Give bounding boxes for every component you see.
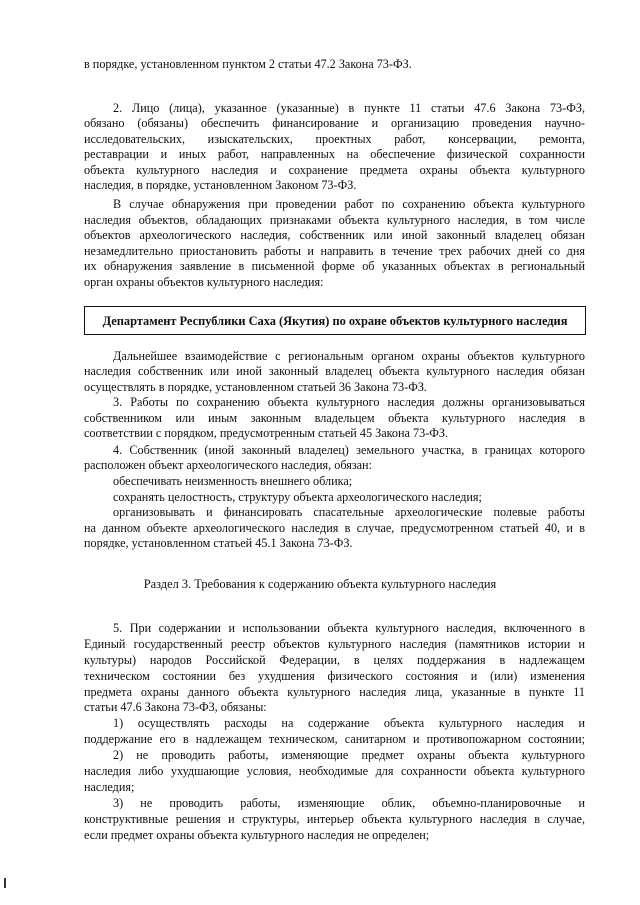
text-line: осуществлять в порядке, установленном статьей 36 Закона 73-ФЗ. [84, 380, 427, 394]
text-line: сохранять целостность, структуру объекта археологического наследия; [113, 490, 482, 504]
text-line: расположен объект археологического наследия, обязан: [84, 458, 372, 472]
text-line: 3. Работы по сохранению объекта культурного наследия должны организовываться [113, 395, 585, 409]
scan-edge-mark [4, 878, 6, 888]
department-box [84, 306, 586, 335]
text-line: наследия объектов, обладающих признаками объекта культурного наследия, в том числе [84, 213, 585, 227]
text-line: наследия собственник или иной законный владелец объекта культурного наследия обязан [84, 364, 585, 378]
text-line: объекта культурного наследия и сохранение предмета охраны объекта культурного [84, 163, 585, 177]
text-line: орган охраны объектов культурного наследия: [84, 275, 324, 289]
text-line: Единый государственный реестр объектов культурного наследия (памятников истории и [84, 637, 585, 651]
text-line: незамедлительно приостановить работы и направить в течение трех рабочих дней со дня [84, 244, 585, 258]
text-line: 2. Лицо (лица), указанное (указанные) в пункте 11 статьи 47.6 Закона 73-ФЗ, [113, 101, 585, 115]
list-item: 2) не проводить работы, изменяющие предмет охраны объекта культурного [113, 748, 585, 762]
text-line: соответствии с порядком, предусмотренным статьей 45 Закона 73-ФЗ. [84, 426, 449, 440]
text-line: порядке, установленном статьей 45.1 Закона 73-ФЗ. [84, 536, 353, 550]
text-line: собственником или иным законным владельцем объекта культурного наследия в [84, 411, 585, 425]
list-item: 3) не проводить работы, изменяющие облик, объемно-планировочные и [113, 796, 585, 810]
text-line: статьи 47.6 Закона 73-ФЗ, обязаны: [84, 700, 267, 714]
text-line: В случае обнаружения при проведении работ по сохранению объекта культурного [113, 197, 585, 211]
list-item: 1) осуществлять расходы на содержание объекта культурного наследия и [113, 716, 585, 730]
continuation-line: в порядке, установленном пунктом 2 статьи 47.2 Закона 73-ФЗ. [84, 57, 412, 71]
text-line: 5. При содержании и использовании объекта культурного наследия, включенного в [113, 621, 585, 635]
section-heading: Раздел 3. Требования к содержанию объекта культурного наследия [143, 577, 497, 591]
text-line: исследовательских, изыскательских, проектных работ, консервации, ремонта, [84, 132, 585, 146]
text-line: Дальнейшее взаимодействие с региональным органом охраны объектов культурного [113, 349, 585, 363]
text-line: поддержание его в надлежащем техническом, санитарном и противопожарном состоянии; [84, 732, 585, 746]
text-line: наследия либо ухудшающие условия, необходимые для сохранности объекта культурного [84, 764, 585, 778]
text-line: обеспечивать неизменность внешнего облика; [113, 474, 353, 488]
text-line: их обнаружения заявление в письменной форме об указанных объектах в региональный [84, 259, 585, 273]
text-line: техническом состоянии без ухудшения физического состояния и (или) изменения [84, 669, 585, 683]
text-line: обязано (обязаны) обеспечить финансирование и организацию проведения научно- [84, 116, 585, 130]
text-line: реставрации и иных работ, направленных на обеспечение физической сохранности [84, 147, 585, 161]
text-line: объектов археологического наследия, собственник или иной законный владелец обязан [84, 228, 585, 242]
text-line: организовывать и финансировать спасательные археологические полевые работы [113, 505, 585, 519]
text-line: если предмет охраны объекта культурного наследия не определен; [84, 828, 430, 842]
text-line: наследия, в порядке, установленном Законом 73-ФЗ. [84, 178, 357, 192]
text-line: конструктивные решения и структуры, интерьер объекта культурного наследия в случае, [84, 812, 585, 826]
text-line: наследия; [84, 780, 135, 794]
text-line: на данном объекте археологического наследия в случае, предусмотренном статьей 40, и в [84, 521, 585, 535]
text-line: 4. Собственник (иной законный владелец) земельного участка, в границах которого [113, 443, 585, 457]
text-line: культуры) народов Российской Федерации, в целях поддержания в надлежащем [84, 653, 585, 667]
department-name: Департамент Республики Саха (Якутия) по охране объектов культурного наследия [102, 314, 568, 328]
text-line: предмета охраны данного объекта культурного наследия лица, указанные в пункте 11 [84, 685, 585, 699]
